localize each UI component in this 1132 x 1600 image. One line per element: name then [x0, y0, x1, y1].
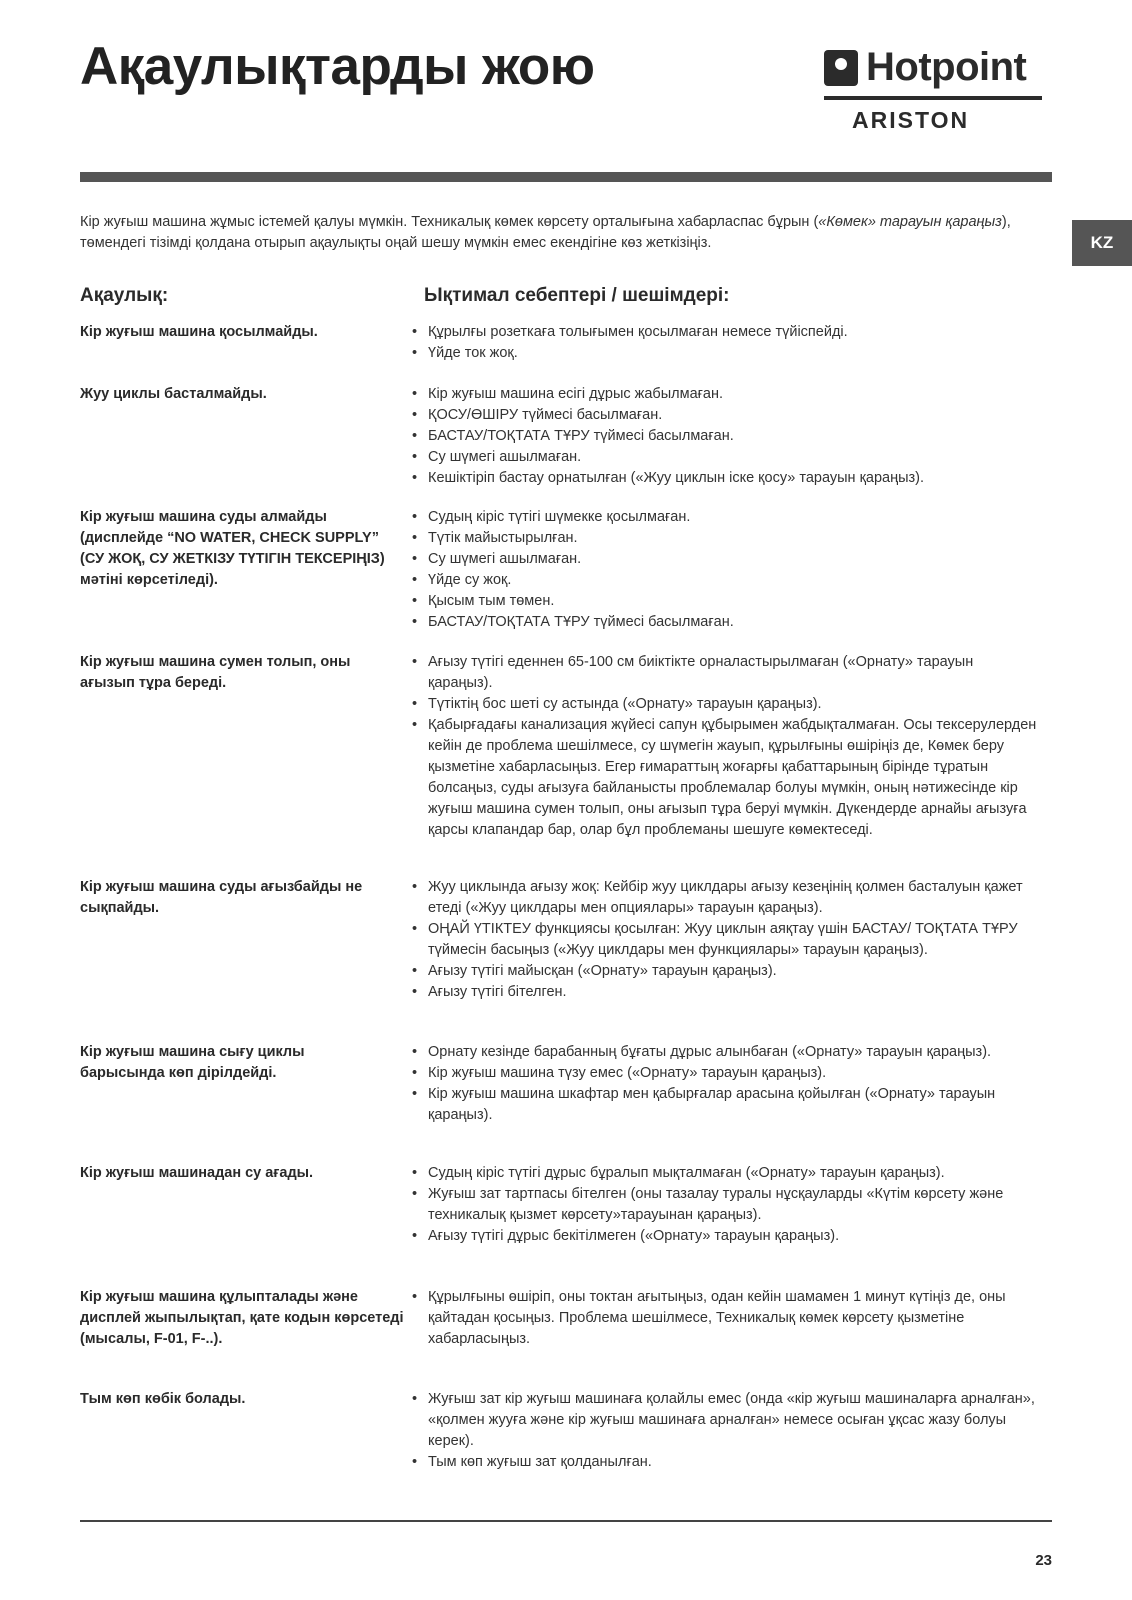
logo-mark-icon	[824, 50, 858, 86]
problem-text: Тым көп көбік болады.	[80, 1391, 246, 1407]
cause-item: • Су шүмегі ашылмаған.	[412, 447, 1040, 468]
cause-item: • Кешіктіріп бастау орнатылған («Жуу циклын іске қосу» тарауын қараңыз).	[412, 468, 1040, 489]
cause-item: • Түтіктің бос шеті су астында («Орнату» тарауын қараңыз).	[412, 694, 1040, 715]
brand-logo	[824, 44, 1042, 136]
causes-list	[412, 384, 1040, 489]
cause-item: • Ағызу түтігі дұрыс бекітілмеген («Орнату» тарауын қараңыз).	[412, 1226, 1040, 1247]
intro-text-after: ), төмендегі тізімді қолдана отырып ақаулықты оңай шешу мүмкін емес екендігіне көз жеткізіңіз.	[80, 214, 1011, 251]
cause-item: • Қысым тым төмен.	[412, 591, 1040, 612]
footer-divider	[80, 1520, 1052, 1522]
brand-name: Hotpoint	[866, 45, 1027, 89]
causes-list	[412, 1163, 1040, 1247]
problem-text: Кір жуғыш машина суды алмайды (дисплейде “NO WATER, CHECK SUPPLY” (СУ ЖОҚ, СУ ЖЕТКІЗУ ТҮТІГІН ТЕКСЕРІҢІЗ) мәтіні көрсетіледі).	[80, 509, 385, 588]
problem-text: Кір жуғыш машинадан су ағады.	[80, 1165, 314, 1181]
causes-list	[412, 322, 1040, 364]
problem-text: Кір жуғыш машина сығу циклы барысында көп дірілдейді.	[80, 1044, 305, 1081]
cause-item: • Жуу циклында ағызу жоқ: Кейбір жуу циклдары ағызу кезеңінің қолмен басталуын қажет етеді («Жуу циклдары мен опциялары» тарауын қараңыз).	[412, 877, 1040, 919]
cause-item: • Кір жуғыш машина есігі дұрыс жабылмаған.	[412, 384, 1040, 405]
causes-list	[412, 877, 1040, 1003]
cause-item: • Кір жуғыш машина түзу емес («Орнату» тарауын қараңыз).	[412, 1063, 1040, 1084]
cause-item: • БАСТАУ/ТОҚТАТА ТҰРУ түймесі басылмаған.	[412, 612, 1040, 633]
causes-list	[412, 1042, 1040, 1126]
cause-item: • Қабырғадағы канализация жүйесі сапун құбырымен жабдықталмаған. Осы тексерулерден кейін де проблема шешілмесе, су шүмегін жауып, құрылғыны өшіріңіз де, Көмек беру қызметіне хабарласыңыз. Егер ғимараттың жоғарғы қабаттарының бірінде тұратын болсаңыз, суды ағызуға байланысты проблемалар болуы мүмкін, оның нәтижесінде кір жуғыш машина сумен толып, оны ағызып тұра беруі мүмкін. Дүкендерде арнайы ағызуға қарсы клапандар бар, олар бұл проблеманы шешуге көмектеседі.	[412, 715, 1040, 841]
cause-item: • Тым көп жуғыш зат қолданылған.	[412, 1452, 1040, 1473]
column-header-problem: Ақаулық:	[80, 285, 169, 306]
cause-item: • Кір жуғыш машина шкафтар мен қабырғалар арасына қойылған («Орнату» тарауын қараңыз).	[412, 1084, 1040, 1126]
cause-item: • Орнату кезінде барабанның бұғаты дұрыс алынбаған («Орнату» тарауын қараңыз).	[412, 1042, 1040, 1063]
cause-item: • Үйде ток жоқ.	[412, 343, 1040, 364]
language-tab: KZ	[1072, 220, 1132, 266]
cause-item: • Құрылғы розеткаға толығымен қосылмаған немесе түйіспейді.	[412, 322, 1040, 343]
page-number: 23	[1035, 1552, 1052, 1569]
causes-list	[412, 507, 1040, 633]
cause-item: • ОҢАЙ ҮТІКТЕУ функциясы қосылған: Жуу циклын аяқтау үшін БАСТАУ/ ТОҚТАТА ТҰРУ түймесін басыңыз («Жуу циклдары мен функциялары» тарауын қараңыз).	[412, 919, 1040, 961]
page-title: Ақаулықтарды жою	[80, 37, 595, 96]
intro-reference: «Көмек» тарауын қараңыз	[818, 214, 1002, 230]
cause-item: • Ағызу түтігі бітелген.	[412, 982, 1040, 1003]
causes-list	[412, 1287, 1040, 1350]
cause-item: • БАСТАУ/ТОҚТАТА ТҰРУ түймесі басылмаған.	[412, 426, 1040, 447]
cause-item: • ҚОСУ/ӨШІРУ түймесі басылмаған.	[412, 405, 1040, 426]
cause-item: • Судың кіріс түтігі шүмекке қосылмаған.	[412, 507, 1040, 528]
cause-item: • Құрылғыны өшіріп, оны токтан ағытыңыз, одан кейін шамамен 1 минут күтіңіз де, оны қайтадан қосыңыз. Проблема шешілмесе, Техникалық көмек көрсету қызметіне хабарласыңыз.	[412, 1287, 1040, 1350]
problem-text: Кір жуғыш машина құлыпталады және дисплей жыпылықтап, қате кодын көрсетеді (мысалы, F-01, F-..).	[80, 1289, 404, 1347]
causes-list	[412, 1389, 1040, 1473]
problem-text: Кір жуғыш машина қосылмайды.	[80, 324, 318, 340]
column-header-causes: Ықтимал себептері / шешімдері:	[424, 285, 730, 306]
cause-item: • Жуғыш зат кір жуғыш машинаға қолайлы емес (онда «кір жуғыш машиналарға арналған», «қолмен жууға және кір жуғыш машинаға арналған» немесе осыған ұқсас жазу болуы керек).	[412, 1389, 1040, 1452]
intro-text-before: Кір жуғыш машина жұмыс істемей қалуы мүмкін. Техникалық көмек көрсету орталығына хабарласпас бұрын (	[80, 214, 819, 230]
cause-item: • Ағызу түтігі майысқан («Орнату» тарауын қараңыз).	[412, 961, 1040, 982]
cause-item: • Ағызу түтігі еденнен 65-100 см биіктікте орналастырылмаған («Орнату» тарауын қараңыз).	[412, 652, 1040, 694]
problem-text: Жуу циклы басталмайды.	[80, 386, 267, 402]
intro-paragraph	[80, 212, 1040, 254]
cause-item: • Түтік майыстырылған.	[412, 528, 1040, 549]
cause-item: • Жуғыш зат тартпасы бітелген (оны тазалау туралы нұсқауларды «Күтім көрсету және техникалық қызмет көрсету»тарауынан қараңыз).	[412, 1184, 1040, 1226]
causes-list	[412, 652, 1040, 841]
brand-divider	[824, 96, 1042, 100]
brand-subtitle: ARISTON	[852, 107, 970, 133]
header-divider	[80, 172, 1052, 182]
cause-item: • Су шүмегі ашылмаған.	[412, 549, 1040, 570]
cause-item: • Судың кіріс түтігі дұрыс бұралып мықталмаған («Орнату» тарауын қараңыз).	[412, 1163, 1040, 1184]
problem-text: Кір жуғыш машина суды ағызбайды не сықпайды.	[80, 879, 363, 916]
problem-text: Кір жуғыш машина сумен толып, оны ағызып тұра береді.	[80, 654, 351, 691]
cause-item: • Үйде су жоқ.	[412, 570, 1040, 591]
